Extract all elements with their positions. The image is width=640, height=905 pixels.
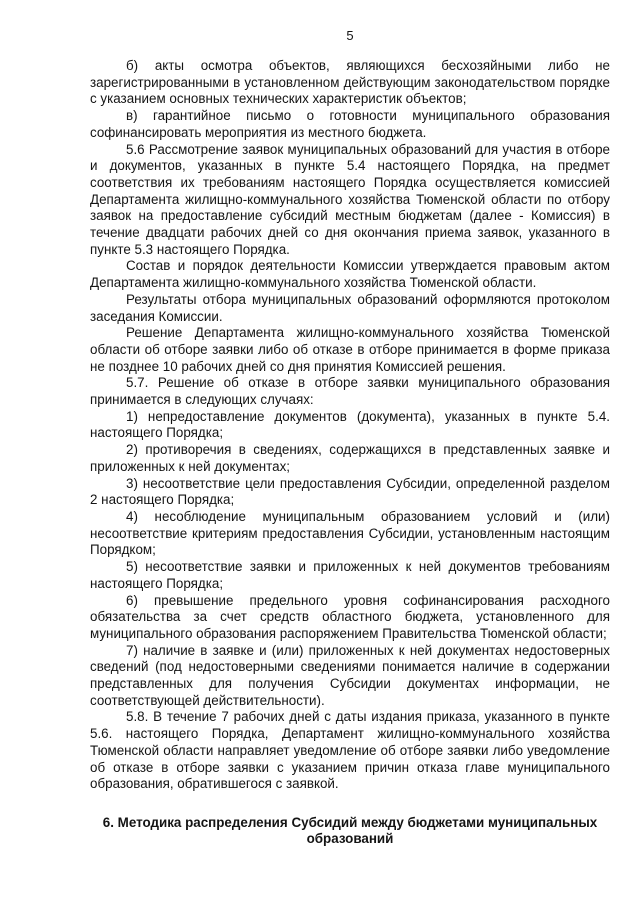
- paragraph-5-7-refusal: 5.7. Решение об отказе в отборе заявки муниципального образования принимается в следующих случаях:: [90, 375, 610, 408]
- refusal-case-2: 2) противоречия в сведениях, содержащихся в представленных заявке и приложенных к ней документах;: [90, 442, 610, 474]
- paragraph-commission-composition: Состав и порядок деятельности Комиссии утверждается правовым актом Департамента жилищно-коммунального хозяйства Тюменской области.: [90, 258, 610, 291]
- paragraph-b-inspection-acts: б) акты осмотра объектов, являющихся бесхозяйными либо не зарегистрированными в установленном действующим законодательством порядке с указанием основных технических характеристик объектов;: [90, 58, 610, 107]
- refusal-case-6: 6) превышение предельного уровня софинансирования расходного обязательства за счет средств областного бюджета, установленного для муниципального образования распоряжением Правительства Тюменской области;: [90, 592, 610, 641]
- paragraph-5-6-review: 5.6 Рассмотрение заявок муниципальных образований для участия в отборе и документов, указанных в пункте 5.4 настоящего Порядка, на предмет соответствия их требованиям настоящего Порядка осуществляется комиссией Департамента жилищно-коммунального хозяйства Тюменской области по отбору заявок на предоставление субсидий местным бюджетам (далее - Комиссия) в течение двадцати рабочих дней со дня окончания приема заявок, указанного в пункте 5.3 настоящего Порядка.: [90, 141, 610, 257]
- page-number: 5: [346, 28, 354, 43]
- section-heading: 6. Методика распределения Субсидий между бюджетами муниципальных образований: [102, 814, 598, 846]
- paragraph-department-decision: Решение Департамента жилищно-коммунального хозяйства Тюменской области об отборе заявки либо об отказе в отборе принимается в форме приказа не позднее 10 рабочих дней со дня принятия Комиссией решения.: [90, 325, 610, 374]
- paragraph-5-8-notification: 5.8. В течение 7 рабочих дней с даты издания приказа, указанного в пункте 5.6. настоящего Порядка, Департамент жилищно-коммунального хозяйства Тюменской области направляет уведомление об отборе заявки либо уведомление об отказе в отборе заявки с указанием причин отказа главе муниципального образования, обратившегося с заявкой.: [90, 709, 610, 792]
- paragraph-v-guarantee-letter: в) гарантийное письмо о готовности муниципального образования софинансировать мероприятия из местного бюджета.: [90, 108, 610, 140]
- refusal-case-3: 3) несоответствие цели предоставления Субсидии, определенной разделом 2 настоящего Порядка;: [90, 475, 610, 508]
- document-page: [90, 28, 610, 847]
- refusal-case-4: 4) несоблюдение муниципальным образованием условий и (или) несоответствие критериям предоставления Субсидии, установленным настоящим Порядком;: [90, 508, 610, 558]
- paragraph-selection-results: Результаты отбора муниципальных образований оформляются протоколом заседания Комиссии.: [90, 291, 610, 324]
- refusal-case-5: 5) несоответствие заявки и приложенных к ней документов требованиям настоящего Порядка;: [90, 559, 610, 591]
- refusal-case-1: 1) непредоставление документов (документа), указанных в пункте 5.4. настоящего Порядка;: [90, 408, 610, 441]
- refusal-case-7: 7) наличие в заявке и (или) приложенных к ней документах недостоверных сведений (под недостоверными сведениями понимается наличие в содержании представленных для получения Субсидии документах информации, не соответствующей действительности).: [90, 642, 610, 708]
